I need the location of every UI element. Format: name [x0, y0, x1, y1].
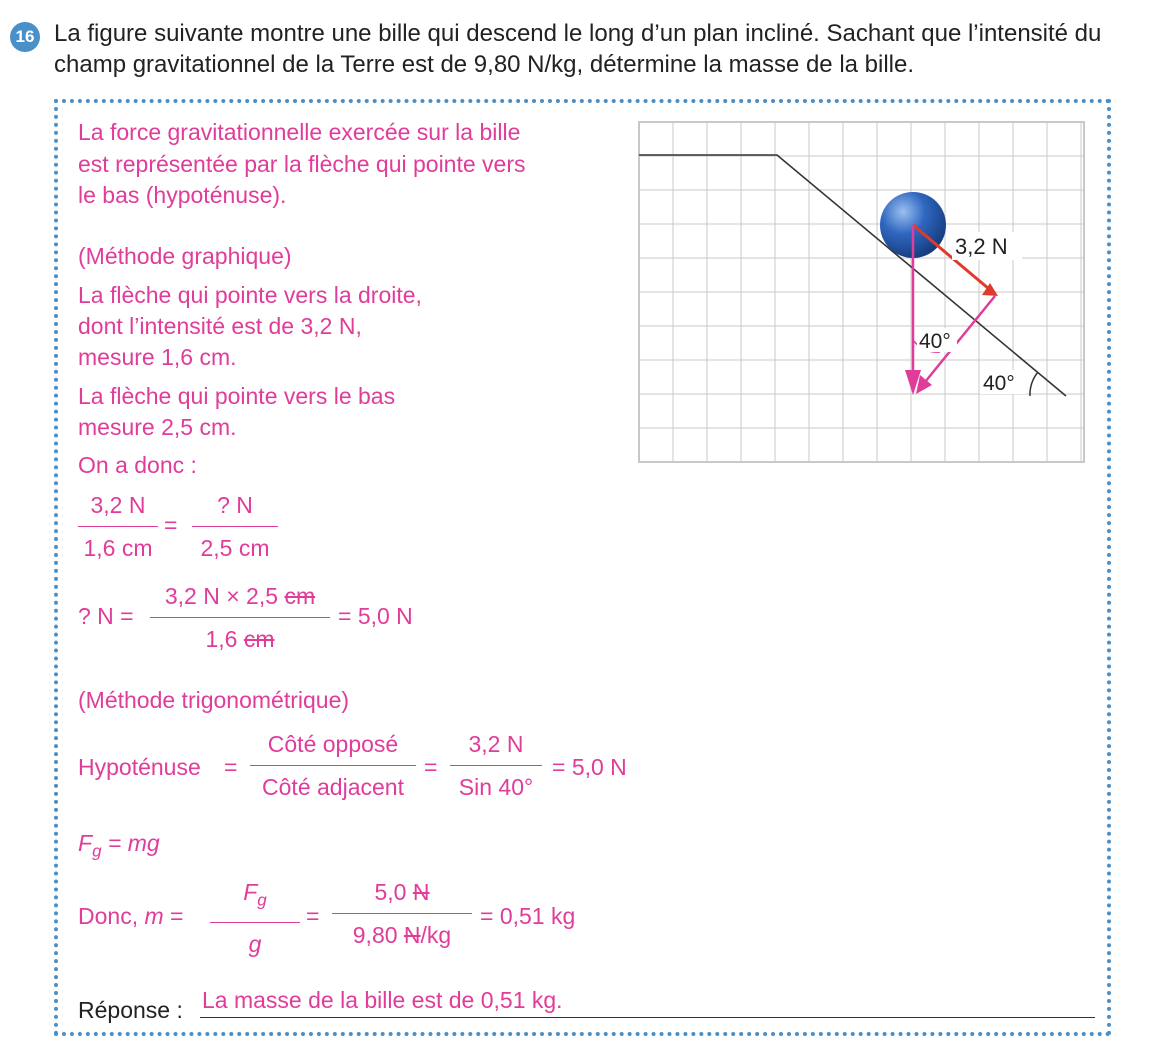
donc-result: = 0,51 kg	[480, 903, 576, 929]
intro-line-2: est représentée par la flèche qui pointe vers	[78, 151, 526, 177]
graphic-line-3: mesure 1,6 cm.	[78, 344, 237, 370]
ratio-right-numerator: ? N	[217, 492, 253, 518]
donc-den-1: g	[248, 930, 262, 957]
trig-den-1: Côté adjacent	[262, 774, 404, 800]
fg-equation: $F_g$ = mg	[78, 830, 160, 861]
ratio-left-denominator: 1,6 cm	[83, 535, 153, 561]
calc1-numerator: 3,2 N × 2,5 cm	[164, 583, 316, 609]
intro-line-1: La force gravitationnelle exercée sur la bille	[78, 119, 521, 145]
donc-num-2: 5,0 N	[374, 879, 430, 905]
force-label: 3,2 N	[955, 234, 1008, 259]
inner-angle-label: 40°	[919, 330, 951, 353]
slope-angle-arc	[1030, 372, 1038, 396]
grid	[639, 122, 1084, 462]
question-number-badge: 16	[10, 22, 40, 52]
trig-label: Hypoténuse	[78, 754, 201, 780]
ratio-left-numerator: 3,2 N	[90, 492, 146, 518]
trig-eq-1: =	[224, 754, 238, 780]
ratio-right-denominator: 2,5 cm	[200, 535, 270, 561]
calc1-result: = 5,0 N	[338, 603, 413, 629]
donc-prefix: Donc, m =	[78, 903, 184, 929]
trig-result: = 5,0 N	[552, 754, 627, 780]
calc1-lhs: ? N =	[78, 603, 134, 629]
donc-den-2: 9,80 N/kg	[352, 922, 452, 948]
graphic-line-1: La flèche qui pointe vers la droite,	[78, 282, 422, 308]
donc-eq-2: =	[306, 903, 320, 929]
method-graphic-heading: (Méthode graphique)	[78, 243, 292, 269]
response-text: La masse de la bille est de 0,51 kg.	[202, 987, 563, 1013]
donc-num-1: $F_g$	[243, 879, 267, 910]
method-trig-heading: (Méthode trigonométrique)	[78, 687, 350, 713]
trig-den-2: Sin 40°	[458, 774, 534, 800]
ratio-equals: =	[164, 512, 178, 538]
graphic-line-2: dont l’intensité est de 3,2 N,	[78, 313, 362, 339]
trig-eq-2: =	[424, 754, 438, 780]
graphic-line-5: mesure 2,5 cm.	[78, 414, 237, 440]
intro-line-3: le bas (hypoténuse).	[78, 182, 287, 208]
calc1-denominator: 1,6 cm	[205, 626, 275, 652]
trig-num-2: 3,2 N	[468, 731, 524, 757]
question-text: La figure suivante montre une bille qui descend le long d’un plan incliné. Sachant que l’intensité du champ gravitationnel de la Terre est de 9,80 N/kg, détermine la masse de la bille.	[54, 20, 1102, 78]
response-label: Réponse :	[78, 997, 183, 1023]
graphic-line-6: On a donc :	[78, 452, 197, 478]
trig-num-1: Côté opposé	[267, 731, 399, 757]
graphic-line-4: La flèche qui pointe vers le bas	[78, 383, 396, 409]
slope-angle-label: 40°	[983, 372, 1015, 395]
